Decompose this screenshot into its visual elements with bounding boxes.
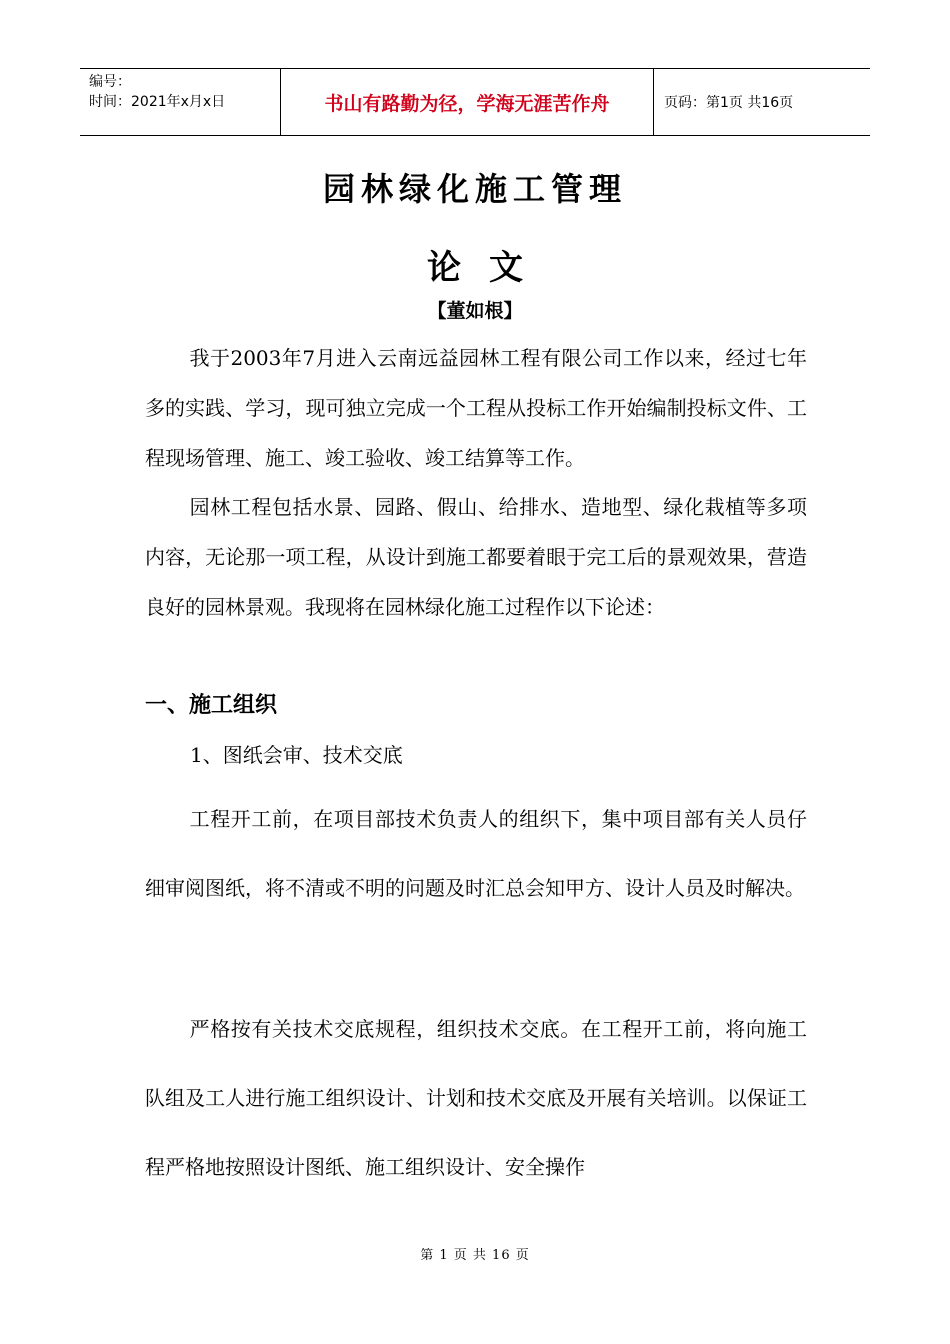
intro-paragraph-1 — [145, 333, 807, 483]
header-page-info: 页码：第1页 共16页 — [664, 95, 794, 111]
intro-paragraph-2 — [145, 482, 807, 632]
subsection-heading: 1、图纸会审、技术交底 — [190, 743, 403, 767]
page-header-table — [80, 68, 870, 136]
document-time-label: 时间：2021年x月x日 — [89, 94, 226, 110]
document-title-line1: 园林绿化施工管理 — [322, 170, 627, 208]
body-paragraph-1 — [145, 785, 807, 923]
intro-paragraph-1-text: 我于2003年7月进入云南远益园林工程有限公司工作以来，经过七年多的实践、学习，现可独立完成一个工程从投标工作开始编制投标文件、工程现场管理、施工、竣工验收、竣工结算等工作。 — [145, 346, 807, 470]
document-number-label: 编号： — [89, 74, 131, 90]
body-paragraph-2-text: 严格按有关技术交底规程，组织技术交底。在工程开工前，将向施工队组及工人进行施工组织设计、计划和技术交底及开展有关培训。以保证工程严格地按照设计图纸、施工组织设计、安全操作 — [145, 1017, 807, 1179]
header-meta-cell — [80, 69, 281, 135]
section-heading: 一、施工组织 — [145, 693, 278, 718]
body-paragraph-1-text: 工程开工前，在项目部技术负责人的组织下，集中项目部有关人员仔细审阅图纸，将不清或不明的问题及时汇总会知甲方、设计人员及时解决。 — [145, 807, 807, 900]
body-paragraph-2 — [145, 995, 807, 1202]
document-author: 【董如根】 — [427, 300, 523, 322]
document-title-line2: 论文 — [427, 248, 551, 288]
intro-paragraph-2-text: 园林工程包括水景、园路、假山、给排水、造地型、绿化栽植等多项内容，无论那一项工程，从设计到施工都要着眼于完工后的景观效果，营造良好的园林景观。我现将在园林绿化施工过程作以下论述： — [145, 495, 807, 619]
header-motto: 书山有路勤为径，学海无涯苦作舟 — [281, 69, 654, 135]
page-footer: 第 1 页 共 16 页 — [420, 1248, 530, 1263]
